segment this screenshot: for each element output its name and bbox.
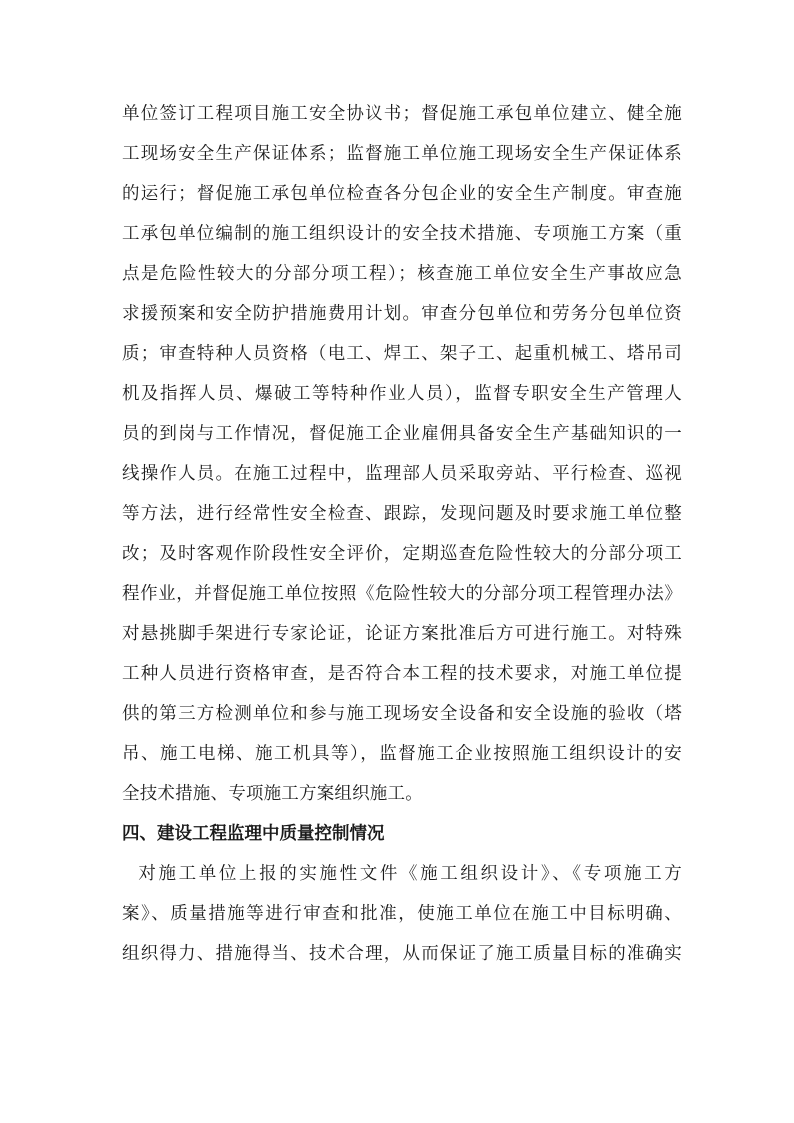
text-line: 案》、质量措施等进行审查和批准，使施工单位在施工中目标明确、 — [122, 904, 682, 924]
text-line: 工现场安全生产保证体系；监督施工单位施工现场安全生产保证体系 — [122, 144, 682, 164]
text-line: 机及指挥人员、爆破工等特种作业人员），监督专职安全生产管理人 — [122, 384, 682, 404]
text-line: 单位签订工程项目施工安全协议书；督促施工承包单位建立、健全施 — [122, 104, 682, 124]
text-line: 工承包单位编制的施工组织设计的安全技术措施、专项施工方案（重 — [122, 224, 682, 244]
text-line: 供的第三方检测单位和参与施工现场安全设备和安全设施的验收（塔 — [122, 704, 682, 724]
text-line: 点是危险性较大的分部分项工程）；核查施工单位安全生产事故应急 — [122, 264, 682, 284]
text-line: 程作业，并督促施工单位按照《危险性较大的分部分项工程管理办法》 — [122, 584, 682, 604]
section-heading: 四、建设工程监理中质量控制情况 — [122, 824, 385, 844]
text-line: 的运行；督促施工承包单位检查各分包企业的安全生产制度。审查施 — [122, 184, 682, 204]
text-line: 对施工单位上报的实施性文件《施工组织设计》、《专项施工方 — [122, 864, 682, 884]
text-line: 组织得力、措施得当、技术合理，从而保证了施工质量目标的准确实 — [122, 944, 682, 964]
text-line: 等方法，进行经常性安全检查、跟踪，发现问题及时要求施工单位整 — [122, 504, 682, 524]
text-line: 线操作人员。在施工过程中，监理部人员采取旁站、平行检查、巡视 — [122, 464, 682, 484]
text-line: 工种人员进行资格审查，是否符合本工程的技术要求，对施工单位提 — [122, 664, 682, 684]
text-line: 求援预案和安全防护措施费用计划。审查分包单位和劳务分包单位资 — [122, 304, 682, 324]
text-line: 质；审查特种人员资格（电工、焊工、架子工、起重机械工、塔吊司 — [122, 344, 682, 364]
text-line: 吊、施工电梯、施工机具等），监督施工企业按照施工组织设计的安 — [122, 744, 682, 764]
text-line: 全技术措施、专项施工方案组织施工。 — [122, 784, 423, 804]
text-line: 对悬挑脚手架进行专家论证，论证方案批准后方可进行施工。对特殊 — [122, 624, 682, 644]
text-line: 员的到岗与工作情况，督促施工企业雇佣具备安全生产基础知识的一 — [122, 424, 682, 444]
text-line: 改；及时客观作阶段性安全评价，定期巡查危险性较大的分部分项工 — [122, 544, 682, 564]
